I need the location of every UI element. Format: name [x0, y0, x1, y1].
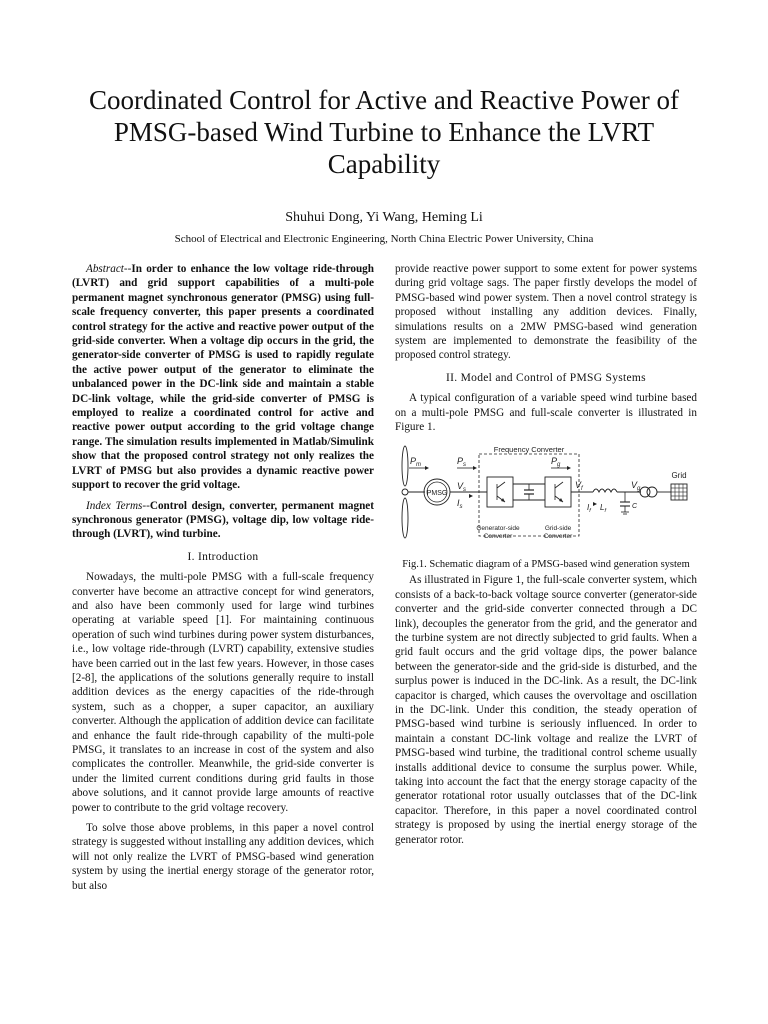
intro-paragraph-1: Nowadays, the multi-pole PMSG with a full-scale frequency converter have become an attractive concept for wind generators, and also have been commonly used for large wind turbines operating at variable speed [1]. For maintaining continuous operation of such wind turbines during power system disturbances, i.e., low voltage ride-through (LVRT) capability, extensive studies have been carried out in the last few years. However, in those cases [2-8], the applications of the solutions generally require to install addition devices as the energy capacities of the ride-through system, such as a chopper, a super capacitor, an auxiliary converter. Although the application of addition device can facilitate and enhance the fault ride-through capability of the multi-pole PMSG, it translates to an increase in cost of the system and also complicates the controller. Meanwhile, the grid-side converter is under the limited current conditions during grid faults in those above solutions, and it cannot provide large amounts of reactive power to contribute to the grid voltage recovery. [72, 571, 374, 814]
filter-inductor-icon [593, 489, 617, 492]
generator-side-label: Generator-side [476, 525, 520, 533]
svg-text:Ps: $P_s$ [457, 456, 467, 469]
grid-icon [671, 484, 687, 500]
index-terms-lead: Index Terms [86, 499, 143, 512]
generator-side-converter-icon [487, 477, 513, 507]
abstract-lead: Abstract [86, 263, 124, 275]
figure-1-caption: Fig.1. Schematic diagram of a PMSG-based wind generation system [402, 558, 690, 570]
generator-side-converter-word: Converter [483, 533, 513, 541]
pm-label: P [410, 456, 417, 467]
figure-1-diagram [395, 444, 697, 552]
svg-text:Is: $I_s$ [457, 498, 463, 511]
pg-label: P [551, 456, 558, 467]
svg-text:If: $I_f$ [587, 503, 591, 515]
abstract: Abstract--In order to enhance the low voltage ride-through (LVRT) and grid support capabilities of a multi-pole permanent magnet synchronous generator (PMSG) using full-scale frequency converter, this paper presents a coordinated control strategy for the active and reactive power output of the grid-side converter. When a voltage dip occurs in the grid, the generator-side converter of PMSG is used to rapidly regulate the active power output of the generator to eliminate the unbalanced power in the DC-link side and maintain a stable DC-link voltage, while the grid-side converter of PMSG is employed to realize a coordinated control for active and reactive power output according to the grid voltage change range. The simulation results implemented in Matlab/Simulink show that the proposed control strategy not only realizes the LVRT of PMSG but also provides a dynamic reactive power support to recover the grid voltage. [72, 263, 374, 492]
svg-text:Vf: $V_f$ [575, 480, 583, 493]
intro-paragraph-3: provide reactive power support to some extent for power systems during grid voltage sags. The paper firstly develops the model of PMSG-based wind power system. Then a novel control strategy is proposed without installing any addition devices. Finally, simulations results on a 2MW PMSG-based wind generation system are implemented to demonstrate the feasibility of the proposed control strategy. [395, 263, 697, 362]
model-paragraph-1: A typical configuration of a variable speed wind turbine based on a multi-pole PMSG and full-scale converter is illustrated in Figure 1. [395, 392, 697, 434]
is-label: I [457, 498, 460, 509]
grid-side-label: Grid-side [544, 525, 572, 533]
svg-text:Lf: $L_f$ [600, 503, 606, 515]
paper-title: Coordinated Control for Active and Reactive Power of PMSG-based Wind Turbine to Enhance the LVRT Capability [88, 85, 680, 179]
left-column [72, 262, 374, 899]
wind-turbine-icon [402, 446, 408, 538]
section-heading-introduction: I. Introduction [187, 550, 259, 563]
section-heading-model: II. Model and Control of PMSG Systems [446, 371, 646, 384]
index-terms: Index Terms--Control design, converter, permanent magnet synchronous generator (PMSG), voltage dip, low voltage ride-through (LVRT), wind turbine. [72, 499, 374, 541]
abstract-text: In order to enhance the low voltage ride-through (LVRT) and grid support capabilities of a multi-pole permanent magnet synchronous generator (PMSG) using full-scale frequency converter, this paper presents a coordinated control strategy for the active and reactive power output of the grid-side converter. When a voltage dip occurs in the grid, the generator-side converter of PMSG is used to rapidly regulate the active power output of the generator to eliminate the unbalanced power in the DC-link side and maintain a stable DC-link voltage, while the grid-side converter of PMSG is employed to realize a coordinated control for active and reactive power output according to the grid voltage change range. The simulation results implemented in Matlab/Simulink show that the proposed control strategy not only realizes the LVRT of PMSG but also provides a dynamic reactive power support to recover the grid voltage. [72, 263, 374, 492]
vf-label: V [575, 480, 582, 491]
svg-text:Vs: $V_s$ [457, 481, 467, 494]
c-label: C [632, 503, 638, 511]
svg-text:Pm: $P_m$ [410, 456, 422, 469]
vg-label: V [631, 480, 638, 491]
frequency-converter-label: Frequency Converter [493, 445, 565, 455]
index-terms-text: Control design, converter, permanent magnet synchronous generator (PMSG), voltage dip, low voltage ride-through (LVRT), wind turbine. [72, 499, 374, 541]
ps-label: P [457, 456, 464, 467]
lf-label: L [600, 503, 605, 513]
right-column [395, 262, 697, 853]
intro-paragraph-2: To solve those above problems, in this paper a novel control strategy is suggested without installing any addition devices, which will not only realize the LVRT of PMSG-based wind generation system by using the inertial energy storage of the generator rotor, but also [72, 822, 374, 892]
grid-label: Grid [671, 471, 687, 481]
model-paragraph-2: As illustrated in Figure 1, the full-scale converter system, which consists of a back-to-back voltage source converter (generator-side converter and the grid-side converter connected through a DC link), decouples the generator from the grid, and the generator and the turbine system are not directly subjected to grid faults. When a grid fault occurs and the grid voltage dips, the power balance between the generator-side and the grid-side is disturbed, and the surplus power is induced in the DC-link. As a result, the DC-link capacitor is charged, which causes the overvoltage and oscillation in the DC-link. Under this condition, the steady operation of PMSG-based wind turbine is seriously influenced. In order to maintain a constant DC-link voltage and realize the LVRT of PMSG-based wind turbine, the traditional control scheme usually installs additional device to consume the surplus power. While, taking into account the fact that the energy storage capacity of the generator rotational rotor usually outclasses that of the DC-link capacitor. Therefore, in this paper a novel coordinated control strategy is proposed by using the inertial energy storage of the generator rotor. [395, 574, 697, 846]
authors: Shuhui Dong, Yi Wang, Heming Li [285, 210, 483, 225]
vs-label: V [457, 481, 464, 492]
svg-text:Vg: $V_g$ [631, 480, 641, 493]
svg-text:Pg: $P_g$ [551, 456, 561, 469]
pmsg-label: PMSG [426, 490, 448, 498]
if-label: I [587, 503, 590, 513]
affiliation: School of Electrical and Electronic Engineering, North China Electric Power University, China [174, 233, 594, 245]
grid-side-converter-icon [545, 477, 571, 507]
grid-side-converter-word: Converter [543, 533, 573, 541]
